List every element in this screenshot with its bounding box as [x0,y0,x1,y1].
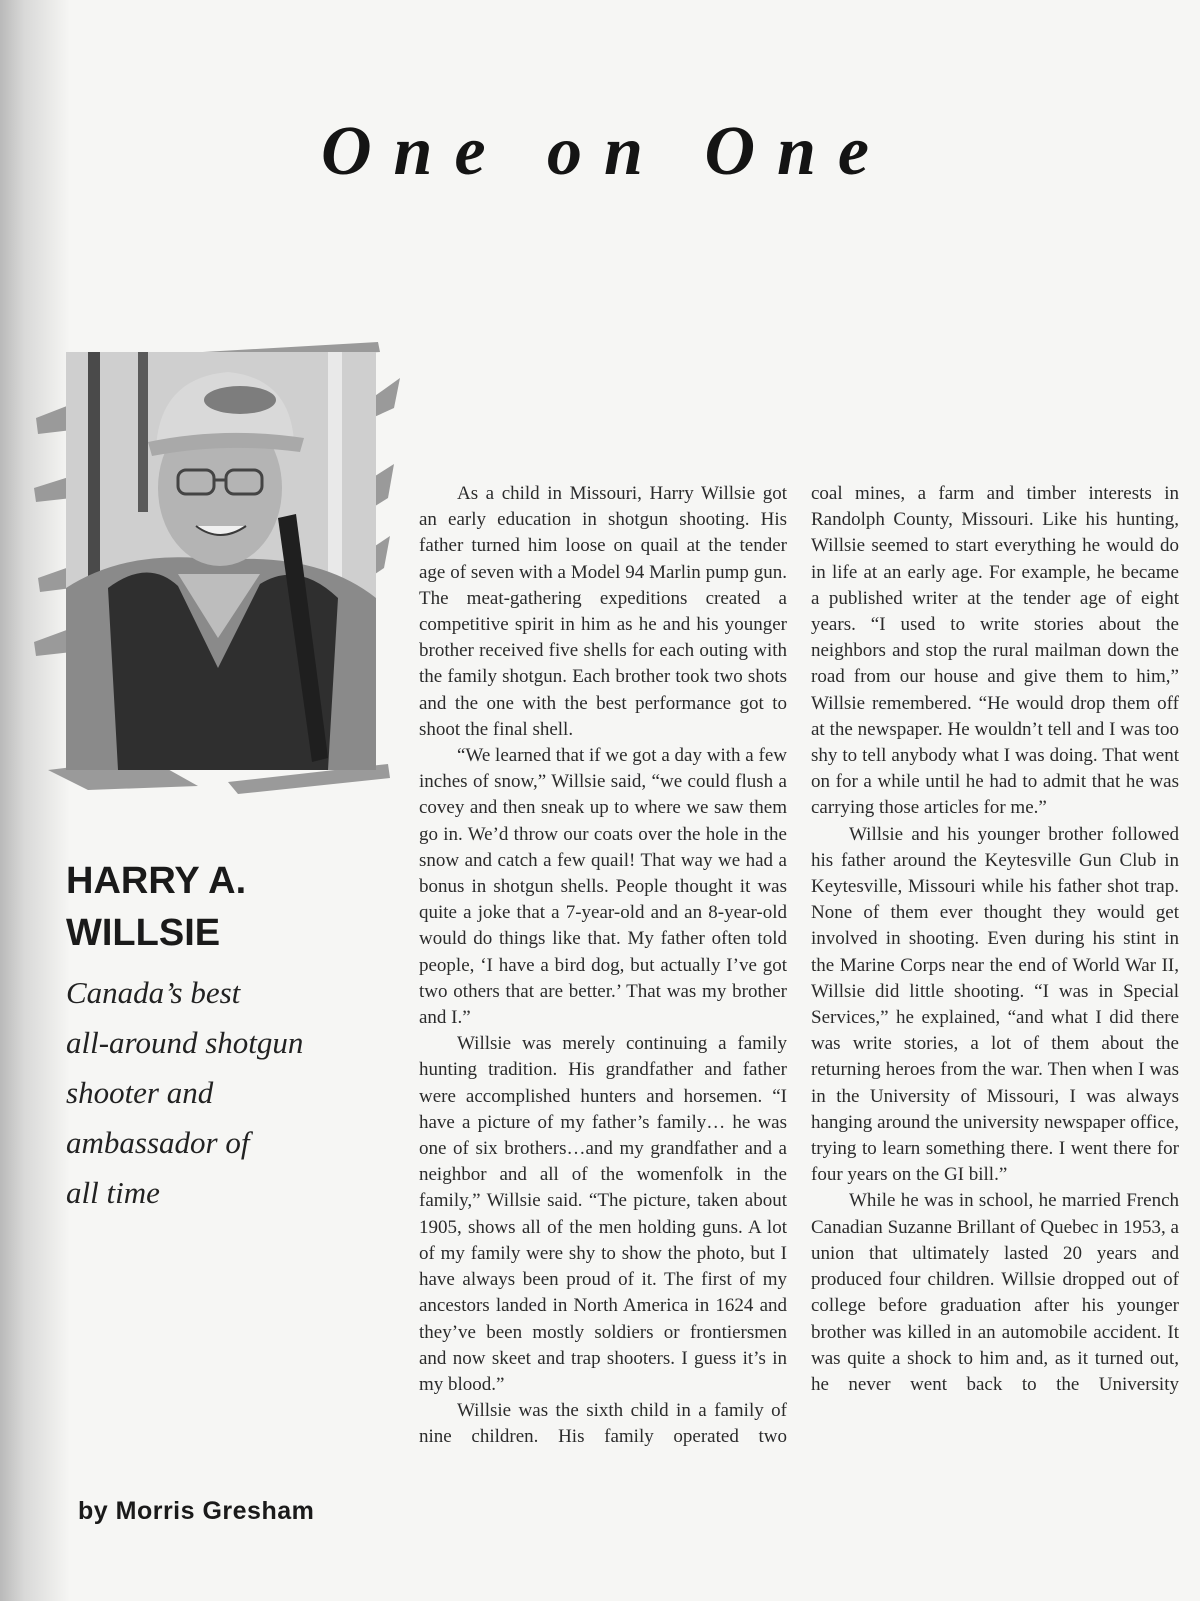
article-column-1 [419,481,787,1451]
page-title: One on One [320,113,892,190]
subtitle-line: shooter and [66,1075,214,1110]
subtitle-line: all-around shotgun [66,1025,304,1060]
subject-name [66,855,386,959]
article-paragraph: “We learned that if we got a day with a few inches of snow,” Willsie said, “we could flush a covey and then sneak up to where we saw them go in. We’d throw our coats over the hole in the snow and catch a few quail! That way we had a bonus in shotgun shells. People thought it was quite a joke that a 7-year-old and an 8-year-old would do things like that. My father often told people, ‘I have a bird dog, but actually I’ve got two others that are better.’ That was my brother and I.” [419,745,787,1029]
article-paragraph: While he was in school, he married French Canadian Suzanne Brillant of Quebec in 1953, a union that ultimately lasted 20 years and produced four children. Willsie dropped out of college before graduation after his younger brother was killed in an automobile accident. It was quite a shock to him and, as it turned out, he never went back to the University [811,1190,1179,1395]
subtitle-line: ambassador of [66,1125,250,1160]
article-paragraph: coal mines, a farm and timber interests in Randolph County, Missouri. Like his hunting, Willsie seemed to start everything he would do in life at an early age. For example, he became a published writer at the tender age of eight years. “I used to write stories about the neighbors and stop the rural mailman down the road from our house and give them to him,” Willsie remembered. “He would drop them off at the newspaper. He wouldn’t tell and I was too shy to tell anybody what I was doing. That went on for a while until he had to admit that he was carrying those articles for me.” [811,483,1179,819]
article-paragraph: Willsie was merely continuing a family hunting tradition. His grandfather and father were accomplished hunters and horsemen. “I have a picture of my father’s family… he was one of six brothers…and my grandfather and a neighbor and all of the womenfolk in the family,” Willsie said. “The picture, taken about 1905, shows all of the men holding guns. A lot of my family were shy to show the photo, but I have always been proud of it. The first of my ancestors landed in North America in 1624 and they’ve been mostly soldiers or frontiersmen and now skeet and trap shooters. I guess it’s in my blood.” [419,1033,787,1395]
subject-name-line: WILLSIE [66,912,221,954]
article-paragraph: Willsie was the sixth child in a family of nine children. His family operated two [419,1400,787,1448]
subtitle-line: all time [66,1175,160,1210]
subtitle-line: Canada’s best [66,975,241,1010]
article-paragraph: As a child in Missouri, Harry Willsie got an early education in shotgun shooting. His father turned him loose on quail at the tender age of seven with a Model 94 Marlin pump gun. The meat-gathering expeditions created a competitive spirit in him as he and his younger brother received five shells for each outing with the family shotgun. Each brother took two shots and the one with the best performance got to shoot the final shell. [419,483,787,740]
author-byline: by Morris Gresham [78,1497,315,1525]
subject-name-line: HARRY A. [66,860,247,902]
subject-subtitle [66,968,396,1218]
article-column-2 [811,481,1179,1398]
article-paragraph: Willsie and his younger brother followed his father around the Keytesville Gun Club in Keytesville, Missouri while his father shot trap. None of them ever thought they would get involved in shooting. Even during his stint in the Marine Corps near the end of World War II, Willsie did little shooting. “I was in Special Services,” he explained, “and what I did there was write stories, a lot of them about the returning heroes from the war. Then when I was in the University of Missouri, I was always hanging around the university newspaper office, trying to learn something there. I went there for four years on the GI bill.” [811,823,1179,1186]
portrait-photo [28,338,408,798]
page-gutter-shadow [0,0,70,1601]
